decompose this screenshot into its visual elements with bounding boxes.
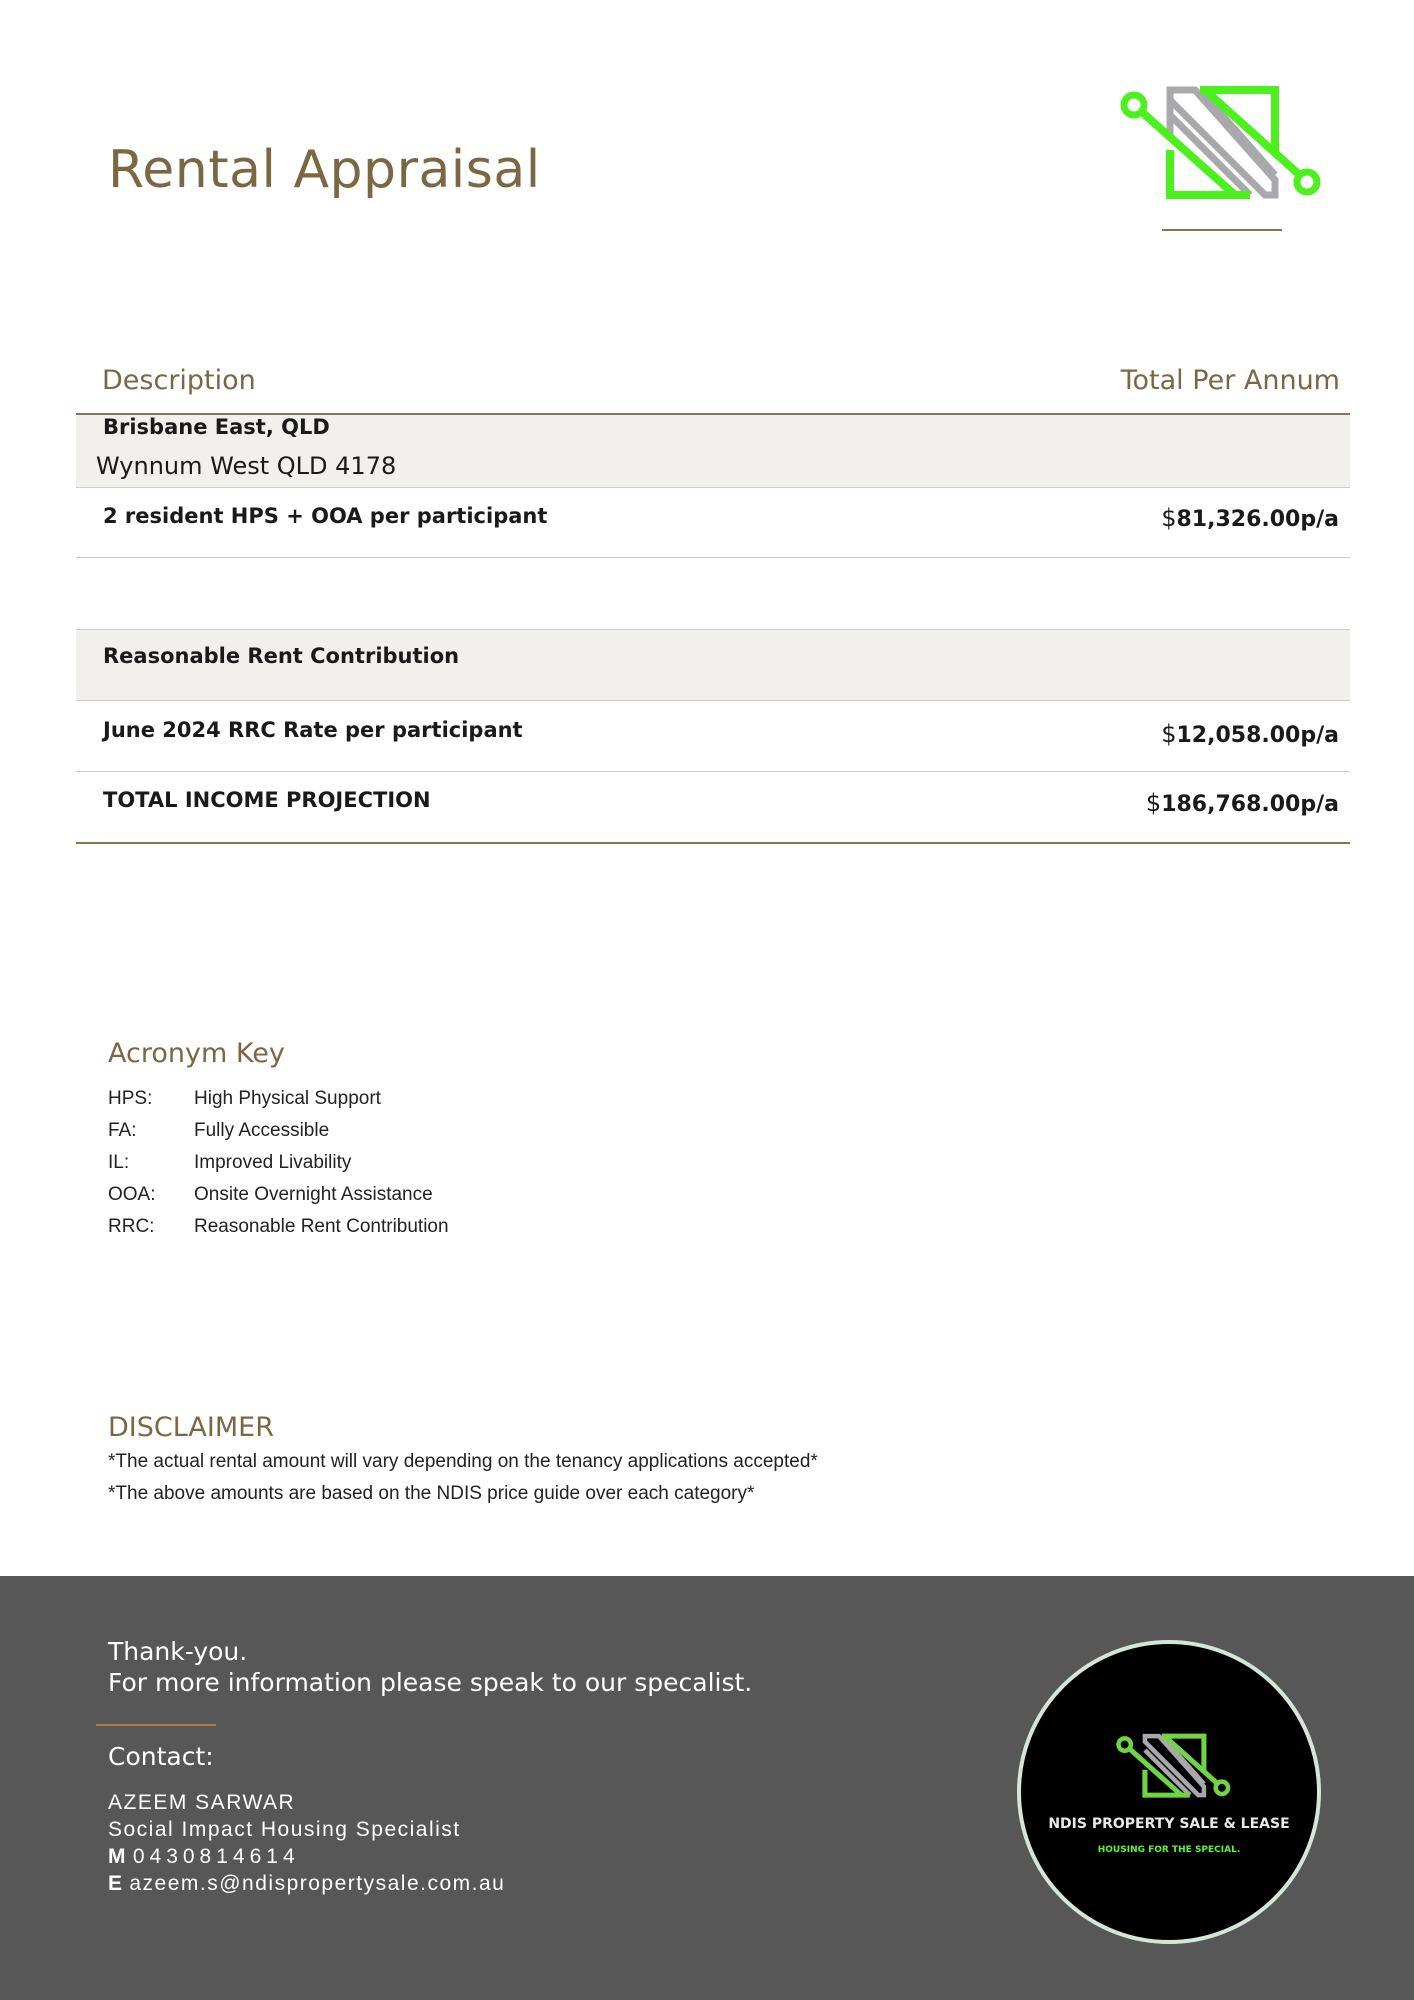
disclaimer-line: *The actual rental amount will vary depending on the tenancy applications accepted* bbox=[108, 1451, 818, 1472]
list-item: OOA: Onsite Overnight Assistance bbox=[108, 1184, 433, 1205]
footer-divider bbox=[96, 1724, 216, 1726]
badge-company-name: NDIS PROPERTY SALE & LEASE bbox=[1048, 1816, 1290, 1832]
region-label: Brisbane East, QLD bbox=[103, 415, 330, 439]
disclaimer-heading: DISCLAIMER bbox=[108, 1412, 274, 1443]
contact-phone[interactable]: M 0430814614 bbox=[108, 1845, 300, 1868]
divider bbox=[76, 771, 1350, 772]
list-item: RRC: Reasonable Rent Contribution bbox=[108, 1216, 449, 1237]
ndis-logo-icon bbox=[1115, 80, 1325, 210]
divider bbox=[76, 487, 1350, 488]
table-bottom-rule bbox=[76, 842, 1350, 844]
list-item: FA: Fully Accessible bbox=[108, 1120, 330, 1141]
row-rrc-amount: $12,058.00p/a bbox=[1161, 720, 1339, 748]
list-item: HPS: High Physical Support bbox=[108, 1088, 381, 1109]
contact-heading: Contact: bbox=[108, 1742, 214, 1771]
total-amount: $186,768.00p/a bbox=[1145, 789, 1339, 817]
company-badge bbox=[1017, 1640, 1321, 1944]
page-title: Rental Appraisal bbox=[108, 140, 541, 200]
column-header-total: Total Per Annum bbox=[1120, 365, 1340, 396]
footer-thanks: Thank-you. For more information please speak to our specalist. bbox=[108, 1637, 753, 1697]
badge-tagline: HOUSING FOR THE SPECIAL. bbox=[1097, 1845, 1241, 1855]
row-rrc-label: June 2024 RRC Rate per participant bbox=[103, 718, 523, 742]
column-header-description: Description bbox=[102, 365, 256, 396]
rrc-heading: Reasonable Rent Contribution bbox=[103, 644, 460, 668]
contact-name: AZEEM SARWAR bbox=[108, 1791, 296, 1814]
list-item: IL: Improved Livability bbox=[108, 1152, 352, 1173]
row-hps-amount: $81,326.00p/a bbox=[1161, 504, 1339, 532]
row-hps-label: 2 resident HPS + OOA per participant bbox=[103, 504, 548, 528]
divider bbox=[76, 557, 1350, 558]
contact-role: Social Impact Housing Specialist bbox=[108, 1818, 461, 1841]
divider bbox=[76, 700, 1350, 701]
contact-email[interactable]: E azeem.s@ndispropertysale.com.au bbox=[108, 1872, 506, 1895]
logo-underline bbox=[1162, 229, 1282, 231]
acronym-key-heading: Acronym Key bbox=[108, 1038, 285, 1069]
total-label: TOTAL INCOME PROJECTION bbox=[103, 788, 431, 812]
address-label: Wynnum West QLD 4178 bbox=[96, 452, 397, 480]
disclaimer-line: *The above amounts are based on the NDIS price guide over each category* bbox=[108, 1483, 755, 1504]
ndis-logo-icon bbox=[1114, 1730, 1232, 1804]
